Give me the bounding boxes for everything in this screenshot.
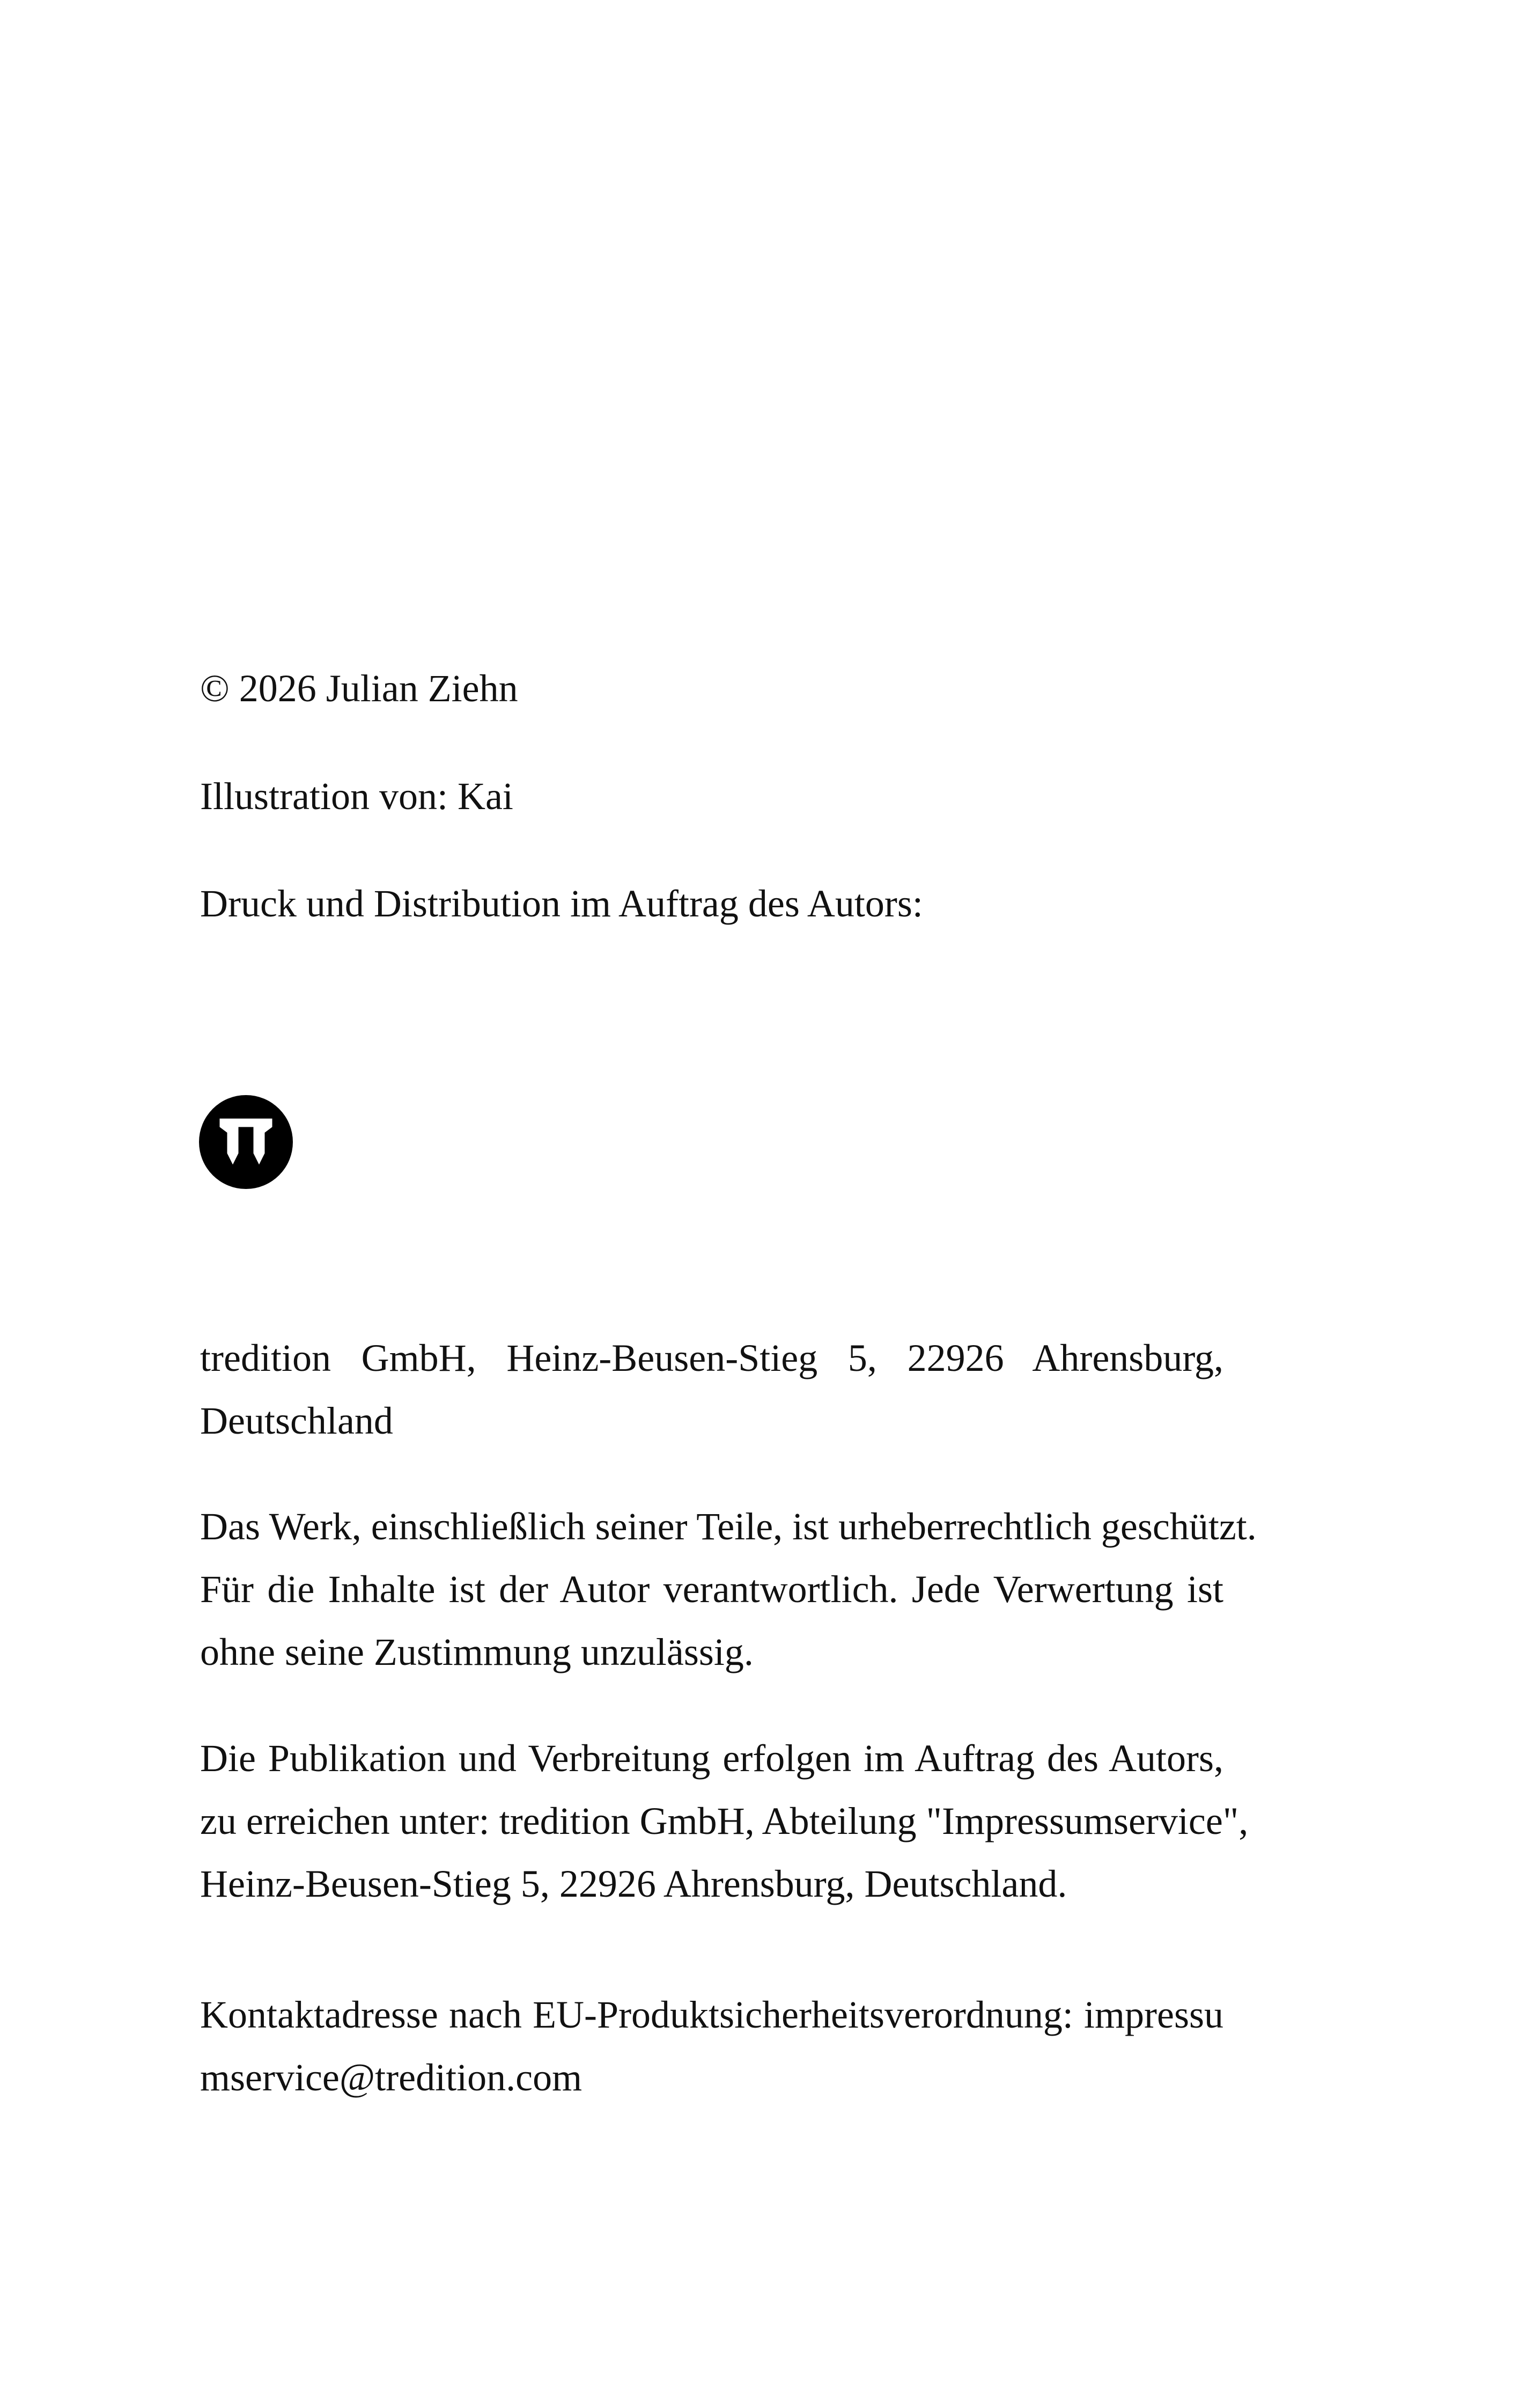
publication-notice-line: zu erreichen unter: tredition GmbH, Abteilung "Impressumservice", [200,1800,1249,1842]
contact-email[interactable]: mservice@tredition.com [200,2056,582,2099]
copyright-line: © 2026 Julian Ziehn [200,667,518,710]
tredition-logo-icon [199,1095,293,1189]
publication-notice-line: Heinz-Beusen-Stieg 5, 22926 Ahrensburg, Deutschland. [200,1862,1067,1905]
copyright-notice-line: ohne seine Zustimmung unzulässig. [200,1631,754,1673]
copyright-notice-line: Das Werk, einschließlich seiner Teile, ist urheberrechtlich geschützt. [200,1505,1257,1548]
copyright-notice-line: Für die Inhalte ist der Autor verantwortlich. Jede Verwertung ist [200,1568,1223,1611]
copyright-notice [200,1495,1257,1684]
contact-address-line: Kontaktadresse nach EU-Produktsicherheitsverordnung: impressu [200,1993,1223,2036]
illustration-credit: Illustration von: Kai [200,775,513,818]
publisher-address-line: Deutschland [200,1399,393,1442]
publication-notice [200,1727,1249,1915]
contact-address [200,1984,1223,2109]
publication-notice-line: Die Publikation und Verbreitung erfolgen im Auftrag des Autors, [200,1737,1223,1780]
publisher-address-line: tredition GmbH, Heinz-Beusen-Stieg 5, 22926 Ahrensburg, [200,1337,1223,1379]
publisher-address [200,1327,1223,1452]
print-distribution-line: Druck und Distribution im Auftrag des Autors: [200,882,923,925]
